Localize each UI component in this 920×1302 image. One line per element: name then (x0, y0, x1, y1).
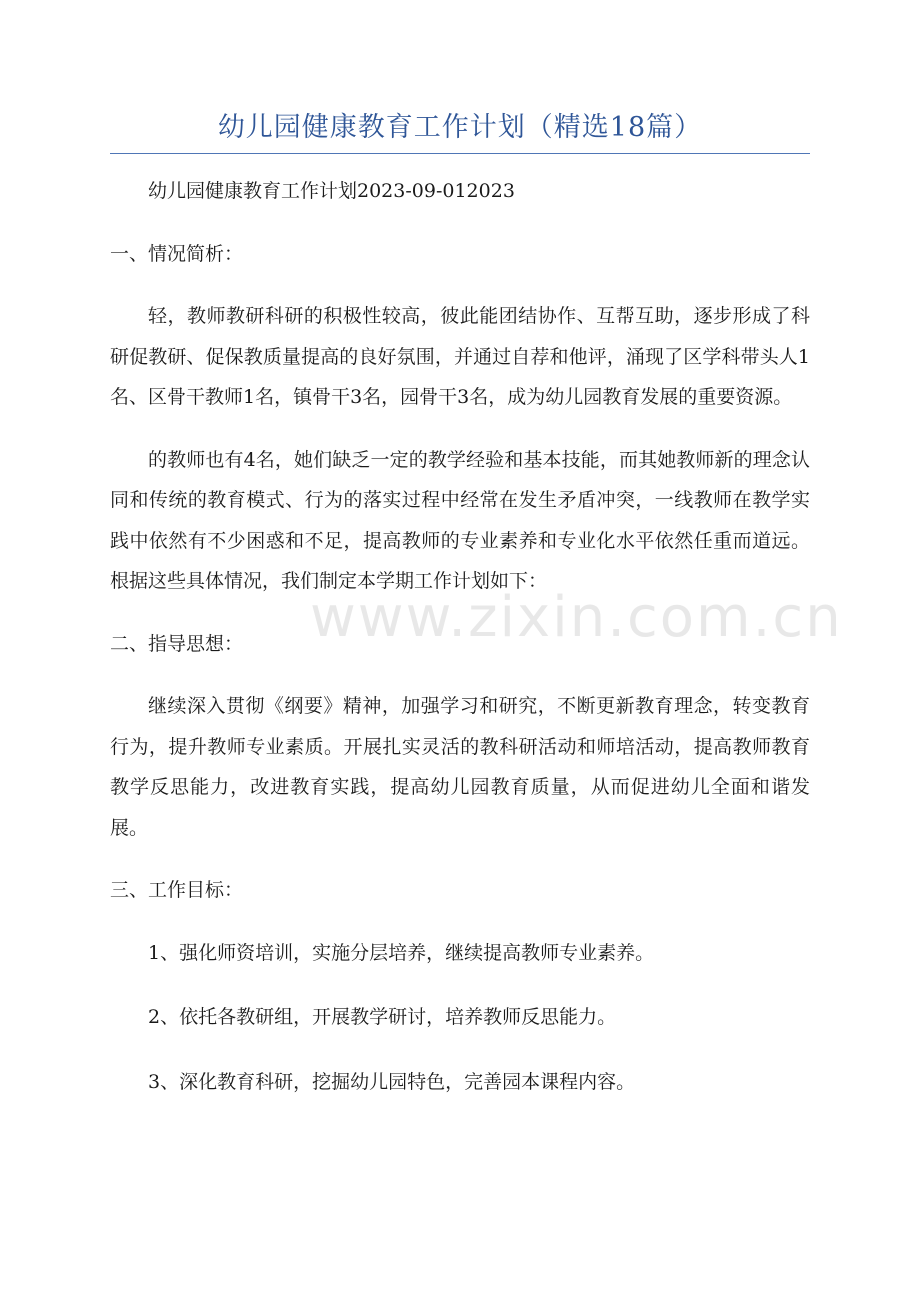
section-1-paragraph-2: 的教师也有4名，她们缺乏一定的教学经验和基本技能，而其她教师新的理念认同和传统的教育模式、行为的落实过程中经常在发生矛盾冲突，一线教师在教学实践中依然有不少困惑和不足，提高教师的专业素养和专业化水平依然任重而道远。根据这些具体情况，我们制定本学期工作计划如下： (110, 448, 810, 592)
section-2-paragraph-1: 继续深入贯彻《纲要》精神，加强学习和研究，不断更新教育理念，转变教育行为，提升教师专业素质。开展扎实灵活的教科研活动和师培活动，提高教师教育教学反思能力，改进教育实践，提高幼儿园教育质量，从而促进幼儿全面和谐发展。 (110, 695, 810, 839)
section-3-heading: 三、工作目标： (110, 879, 244, 901)
goal-item-3: 3、深化教育科研，挖掘幼儿园特色，完善园本课程内容。 (148, 1070, 636, 1093)
section-1-paragraph-1: 轻，教师教研科研的积极性较高，彼此能团结协作、互帮互助，逐步形成了科研促教研、促保教质量提高的良好氛围，并通过自荐和他评，涌现了区学科带头人1名、区骨干教师1名，镇骨干3名，园骨干3名，成为幼儿园教育发展的重要资源。 (110, 305, 810, 408)
goal-item-2: 2、依托各教研组，开展教学研讨，培养教师反思能力。 (148, 1006, 617, 1028)
section-1-heading: 一、情况简析： (110, 242, 244, 265)
document-subtitle: 幼儿园健康教育工作计划2023-09-012023 (148, 180, 515, 202)
section-2-heading: 二、指导思想： (110, 632, 244, 655)
title-divider (110, 153, 810, 154)
document-title: 幼儿园健康教育工作计划（精选18篇） (217, 112, 703, 143)
goal-item-1: 1、强化师资培训，实施分层培养，继续提高教师专业素养。 (148, 941, 655, 964)
document-body (110, 171, 810, 1126)
watermark: www.zixin.com.cn (310, 585, 843, 650)
